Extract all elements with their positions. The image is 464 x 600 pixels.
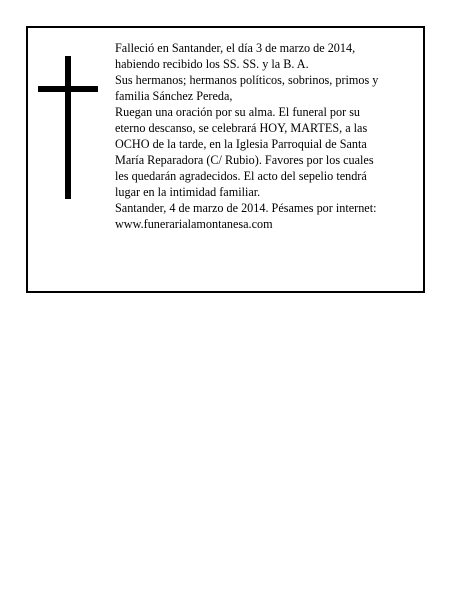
cross-horizontal-bar	[38, 86, 98, 92]
text-line: Santander, 4 de marzo de 2014. Pésames por internet:	[115, 201, 377, 215]
obituary-text	[115, 40, 419, 232]
text-line: María Reparadora (C/ Rubio). Favores por los cuales	[115, 153, 374, 167]
text-line: familia Sánchez Pereda,	[115, 89, 233, 103]
text-line: Sus hermanos; hermanos políticos, sobrinos, primos y	[115, 73, 379, 87]
text-line: OCHO de la tarde, en la Iglesia Parroquial de Santa	[115, 137, 367, 151]
cross-icon	[38, 56, 98, 199]
cross-vertical-bar	[65, 56, 71, 199]
text-line: habiendo recibido los SS. SS. y la B. A.	[115, 57, 309, 71]
obituary-notice	[26, 26, 425, 293]
text-line: eterno descanso, se celebrará HOY, MARTES, a las	[115, 121, 368, 135]
text-line: les quedarán agradecidos. El acto del sepelio tendrá	[115, 169, 367, 183]
text-line: lugar en la intimidad familiar.	[115, 185, 261, 199]
text-line: Ruegan una oración por su alma. El funeral por su	[115, 105, 361, 119]
text-line: Falleció en Santander, el día 3 de marzo de 2014,	[115, 41, 356, 55]
website-link[interactable]: www.funerarialamontanesa.com	[115, 217, 273, 231]
